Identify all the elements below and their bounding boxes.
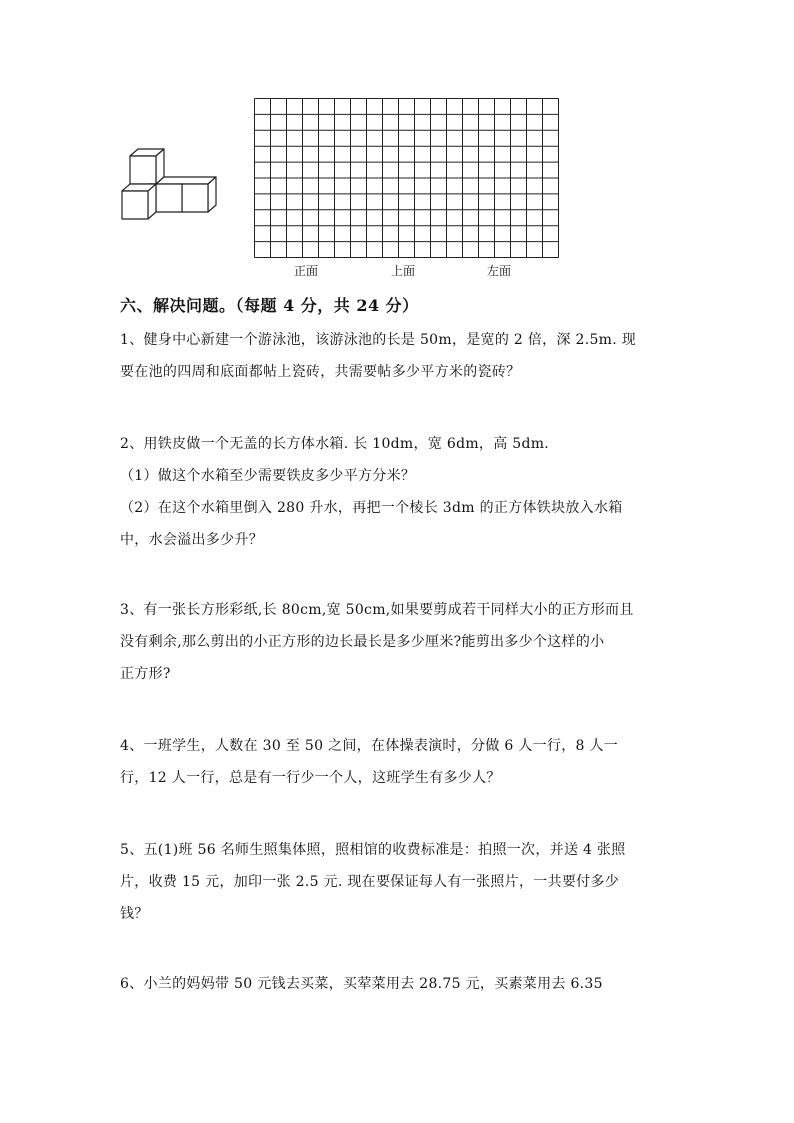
problem-6 — [120, 968, 680, 1000]
grid-lines — [254, 98, 559, 258]
cube-top-face — [156, 177, 216, 184]
view-label-left: 左面 — [487, 264, 512, 278]
cube-front-face — [156, 184, 182, 212]
problem-line: 正方形? — [120, 666, 171, 682]
problem-5 — [120, 834, 680, 930]
cube-front-face — [182, 184, 208, 212]
problem-4 — [120, 730, 680, 794]
problem-line: （1）做这个水箱至少需要铁皮多少平方分米？ — [120, 468, 416, 484]
problem-3 — [120, 594, 680, 690]
figure-area — [0, 0, 794, 290]
cube-stack-figure — [118, 148, 220, 224]
problem-line: 6、小兰的妈妈带 50 元钱去买菜，买荤菜用去 28.75 元，买素菜用去 6.35 — [120, 976, 603, 992]
problem-line: 1、健身中心新建一个游泳池，该游泳池的长是 50m，是宽的 2 倍，深 2.5m. 现 — [120, 332, 637, 348]
view-label-top: 上面 — [391, 264, 416, 278]
view-label-front: 正面 — [294, 264, 319, 278]
cube-side-face — [208, 177, 216, 212]
cube-front-face — [130, 156, 156, 184]
problem-line: 行，12 人一行，总是有一行少一个人，这班学生有多少人？ — [120, 770, 501, 786]
problem-line: 3、有一张长方形彩纸,长 80cm,宽 50cm,如果要剪成若干同样大小的正方形而且 — [120, 602, 634, 618]
problem-line: 要在池的四周和底面都帖上瓷砖，共需要帖多少平方米的瓷砖？ — [120, 364, 521, 380]
square-grid — [254, 98, 559, 258]
problem-2 — [120, 428, 680, 556]
problem-line: （2）在这个水箱里倒入 280 升水，再把一个棱长 3dm 的正方体铁块放入水箱 — [120, 500, 623, 516]
problem-line: 中，水会溢出多少升？ — [120, 532, 263, 548]
problem-line: 2、用铁皮做一个无盖的长方体水箱. 长 10dm，宽 6dm，高 5dm. — [120, 436, 550, 452]
problem-line: 4、一班学生，人数在 30 至 50 之间，在体操表演时，分做 6 人一行，8 人一 — [120, 738, 619, 754]
cube-front-face — [122, 191, 148, 219]
problem-1 — [120, 324, 680, 388]
problem-line: 5、五(1)班 56 名师生照集体照，照相馆的收费标准是：拍照一次，并送 4 张照 — [120, 842, 626, 858]
problem-line: 没有剩余,那么剪出的小正方形的边长最长是多少厘米?能剪出多少个这样的小 — [120, 634, 605, 650]
section-heading: 六、解决问题。（每题 4 分，共 24 分） — [120, 296, 419, 315]
problem-line: 片，收费 15 元，加印一张 2.5 元. 现在要保证每人有一张照片，一共要付多少 — [120, 874, 620, 890]
problem-line: 钱？ — [120, 906, 149, 922]
